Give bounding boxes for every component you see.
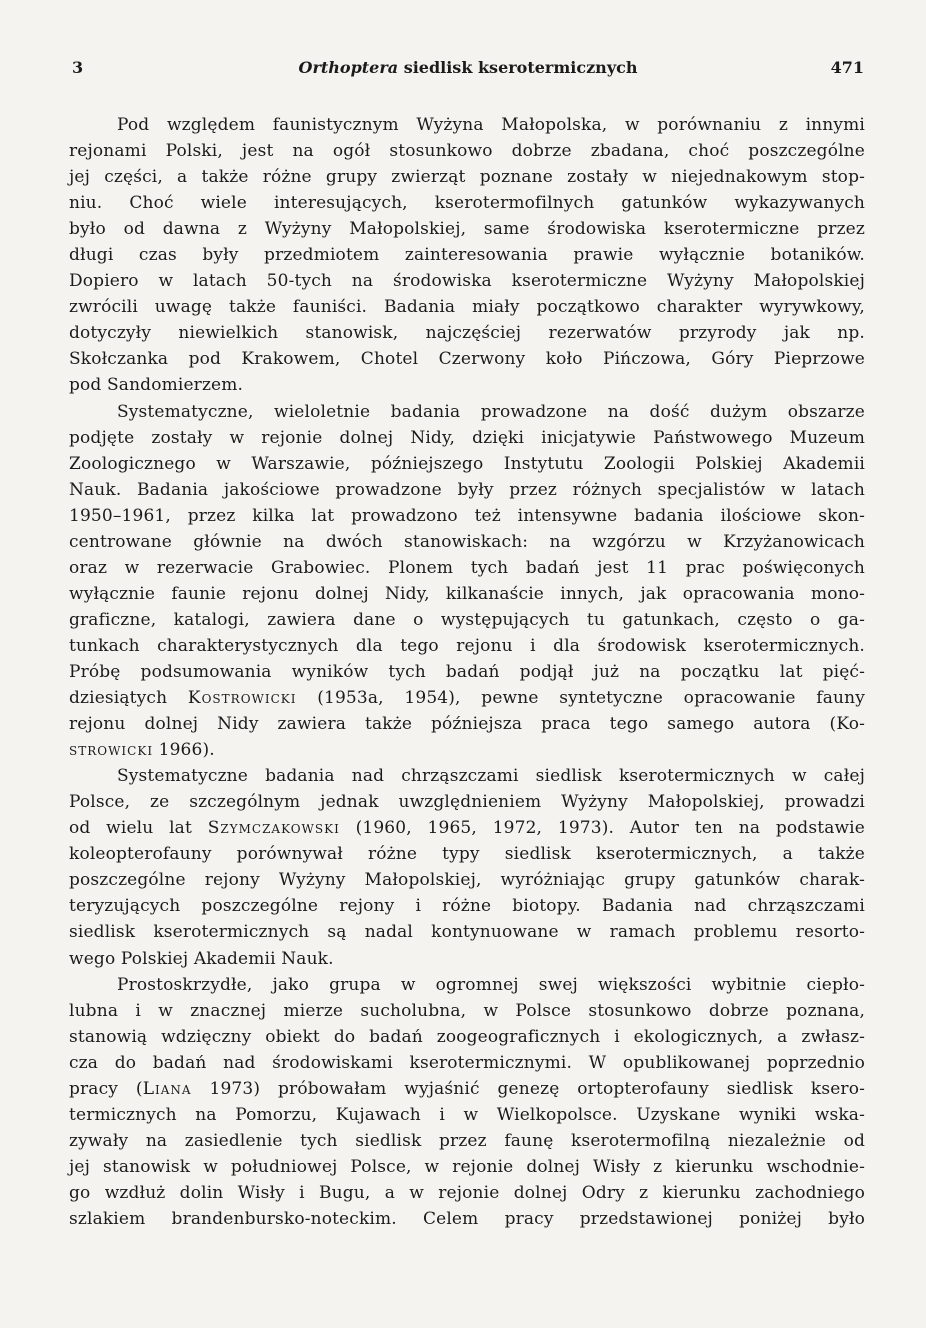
text-line [69, 294, 865, 320]
line-text: Systematyczne badania nad chrząszczami siedlisk kserotermicznych w całej [117, 766, 865, 787]
line-text: oraz w rezerwacie Grabowiec. Plonem tych badań jest 11 prac poświęconych [69, 557, 865, 578]
line-text: zwrócili uwagę także fauniści. Badania miały początkowo charakter wyrywkowy, [69, 297, 865, 318]
line-text: Dopiero w latach 50-tych na środowiska kserotermiczne Wyżyny Małopolskiej [69, 271, 865, 292]
line-text: cza do badań nad środowiskami kserotermicznymi. W opublikowanej poprzednio [69, 1052, 865, 1073]
text-line [69, 685, 865, 711]
text-line [69, 503, 865, 529]
line-text: centrowane głównie na dwóch stanowiskach: na wzgórzu w Krzyżanowicach [69, 531, 865, 552]
line-text: pod Sandomierzem. [69, 375, 244, 396]
line-text: wyłącznie faunie rejonu dolnej Nidy, kilkanaście innych, jak opracowania mono- [69, 583, 865, 604]
text-line [69, 399, 865, 425]
text-line [69, 998, 865, 1024]
line-text: koleopterofauny porównywał różne typy siedlisk kserotermicznych, a także [69, 844, 865, 865]
paragraph [69, 763, 865, 971]
line-text: rejonu dolnej Nidy zawiera także późniejsza praca tego samego autora (Ko- [69, 714, 865, 735]
text-line [69, 711, 865, 737]
text-line [69, 659, 865, 685]
line-text: niu. Choć wiele interesujących, kserotermofilnych gatunków wykazywanych [69, 193, 865, 214]
line-text: Systematyczne, wieloletnie badania prowadzone na dość dużym obszarze [117, 401, 865, 422]
text-line [69, 268, 865, 294]
text-line [69, 372, 865, 398]
line-text: 1950–1961, przez kilka lat prowadzono też intensywne badania ilościowe skon- [69, 505, 865, 526]
text-line [69, 581, 865, 607]
text-line [69, 529, 865, 555]
text-line [69, 320, 865, 346]
cited-author: Kostrowicki [187, 688, 297, 709]
line-text: Próbę podsumowania wyników tych badań podjął już na początku lat pięć- [69, 661, 865, 682]
cited-author: Liana [142, 1078, 192, 1099]
text-line [69, 815, 865, 841]
paragraph [69, 399, 865, 764]
line-text: podjęte zostały w rejonie dolnej Nidy, dzięki inicjatywie Państwowego Muzeum [69, 427, 865, 448]
text-line [69, 633, 865, 659]
line-text: graficzne, katalogi, zawiera dane o występujących tu gatunkach, często o ga- [69, 609, 865, 630]
line-text: 1973) próbowałam wyjaśnić genezę ortopterofauny siedlisk ksero- [191, 1078, 865, 1099]
line-text: poszczególne rejony Wyżyny Małopolskiej, wyróżniając grupy gatunków charak- [69, 870, 865, 891]
line-text: termicznych na Pomorzu, Kujawach i w Wielkopolsce. Uzyskane wyniki wska- [69, 1104, 865, 1125]
text-line [69, 789, 865, 815]
text-line [69, 737, 865, 763]
text-line [69, 242, 865, 268]
cited-author: strowicki [69, 740, 154, 761]
text-line [69, 1128, 865, 1154]
line-text: Skołczanka pod Krakowem, Chotel Czerwony koło Pińczowa, Góry Pieprzowe [69, 349, 865, 370]
line-text: zywały na zasiedlenie tych siedlisk przez faunę kserotermofilną niezależnie od [69, 1130, 865, 1151]
line-text: jej części, a także różne grupy zwierząt poznane zostały w niejednakowym stop- [69, 167, 865, 188]
text-line [69, 1076, 865, 1102]
header-section-number: 3 [72, 58, 84, 77]
line-text: długi czas były przedmiotem zainteresowania prawie wyłącznie botaników. [69, 245, 865, 266]
text-line [69, 112, 865, 138]
line-text: wego Polskiej Akademii Nauk. [69, 948, 334, 969]
line-text: dotyczyły niewielkich stanowisk, najczęściej rezerwatów przyrody jak np. [69, 323, 865, 344]
line-text: pracy ( [69, 1078, 143, 1099]
text-line [69, 972, 865, 998]
text-line [69, 607, 865, 633]
text-line [69, 919, 865, 945]
line-text: Zoologicznego w Warszawie, późniejszego Instytutu Zoologii Polskiej Akademii [69, 453, 865, 474]
line-text: siedlisk kserotermicznych są nadal kontynuowane w ramach problemu resorto- [69, 922, 865, 943]
line-text: lubna i w znacznej mierze sucholubna, w Polsce stosunkowo dobrze poznana, [69, 1000, 865, 1021]
paragraph [69, 972, 865, 1232]
text-line [69, 841, 865, 867]
line-text: szlakiem brandenbursko-noteckim. Celem pracy przedstawionej poniżej było [69, 1208, 865, 1229]
text-line [69, 1050, 865, 1076]
line-text: Pod względem faunistycznym Wyżyna Małopolska, w porównaniu z innymi [117, 115, 865, 135]
line-text: teryzujących poszczególne rejony i różne biotopy. Badania nad chrząszczami [69, 896, 865, 917]
text-line [69, 1154, 865, 1180]
line-text: stanowią wdzięczny obiekt do badań zoogeograficznych i ekologicznych, a zwłasz- [69, 1026, 865, 1047]
body-text [69, 112, 865, 1232]
line-text: Polsce, ze szczególnym jednak uwzględnieniem Wyżyny Małopolskiej, prowadzi [69, 792, 865, 813]
text-line [69, 893, 865, 919]
text-line [69, 763, 865, 789]
text-line [69, 946, 865, 972]
line-text: dziesiątych [69, 688, 188, 709]
line-text: jej stanowisk w południowej Polsce, w rejonie dolnej Wisły z kierunku wschodnie- [69, 1156, 865, 1177]
line-text: było od dawna z Wyżyny Małopolskiej, same środowiska kserotermiczne przez [69, 219, 865, 240]
text-line [69, 1180, 865, 1206]
text-line [69, 1206, 865, 1232]
text-line [69, 867, 865, 893]
line-text: 1966). [153, 740, 215, 761]
text-line [69, 451, 865, 477]
line-text: Nauk. Badania jakościowe prowadzone były przez różnych specjalistów w latach [69, 479, 865, 500]
line-text: (1960, 1965, 1972, 1973). Autor ten na podstawie [339, 818, 865, 839]
running-header [72, 58, 864, 88]
text-line [69, 1102, 865, 1128]
header-title-rest: siedlisk kserotermicznych [398, 58, 638, 77]
text-line [69, 346, 865, 372]
text-line [69, 555, 865, 581]
text-line [69, 216, 865, 242]
line-text: Prostoskrzydłe, jako grupa w ogromnej swej większości wybitnie ciepło- [117, 974, 865, 995]
paragraph [69, 112, 865, 399]
page-number: 471 [830, 58, 864, 77]
line-text: go wzdłuż dolin Wisły i Bugu, a w rejonie dolnej Odry z kierunku zachodniego [69, 1182, 865, 1203]
cited-author: Szymczakowski [207, 818, 340, 839]
header-title-italic: Orthoptera [298, 58, 399, 77]
text-line [69, 164, 865, 190]
text-line [69, 190, 865, 216]
line-text: rejonami Polski, jest na ogół stosunkowo dobrze zbadana, choć poszczególne [69, 141, 865, 162]
line-text: (1953a, 1954), pewne syntetyczne opracowanie fauny [296, 688, 865, 709]
line-text: od wielu lat [69, 818, 208, 839]
line-text: tunkach charakterystycznych dla tego rejonu i dla środowisk kserotermicznych. [69, 635, 865, 656]
text-line [69, 138, 865, 164]
text-line [69, 477, 865, 503]
text-line [69, 425, 865, 451]
header-title [72, 58, 864, 77]
text-line [69, 1024, 865, 1050]
